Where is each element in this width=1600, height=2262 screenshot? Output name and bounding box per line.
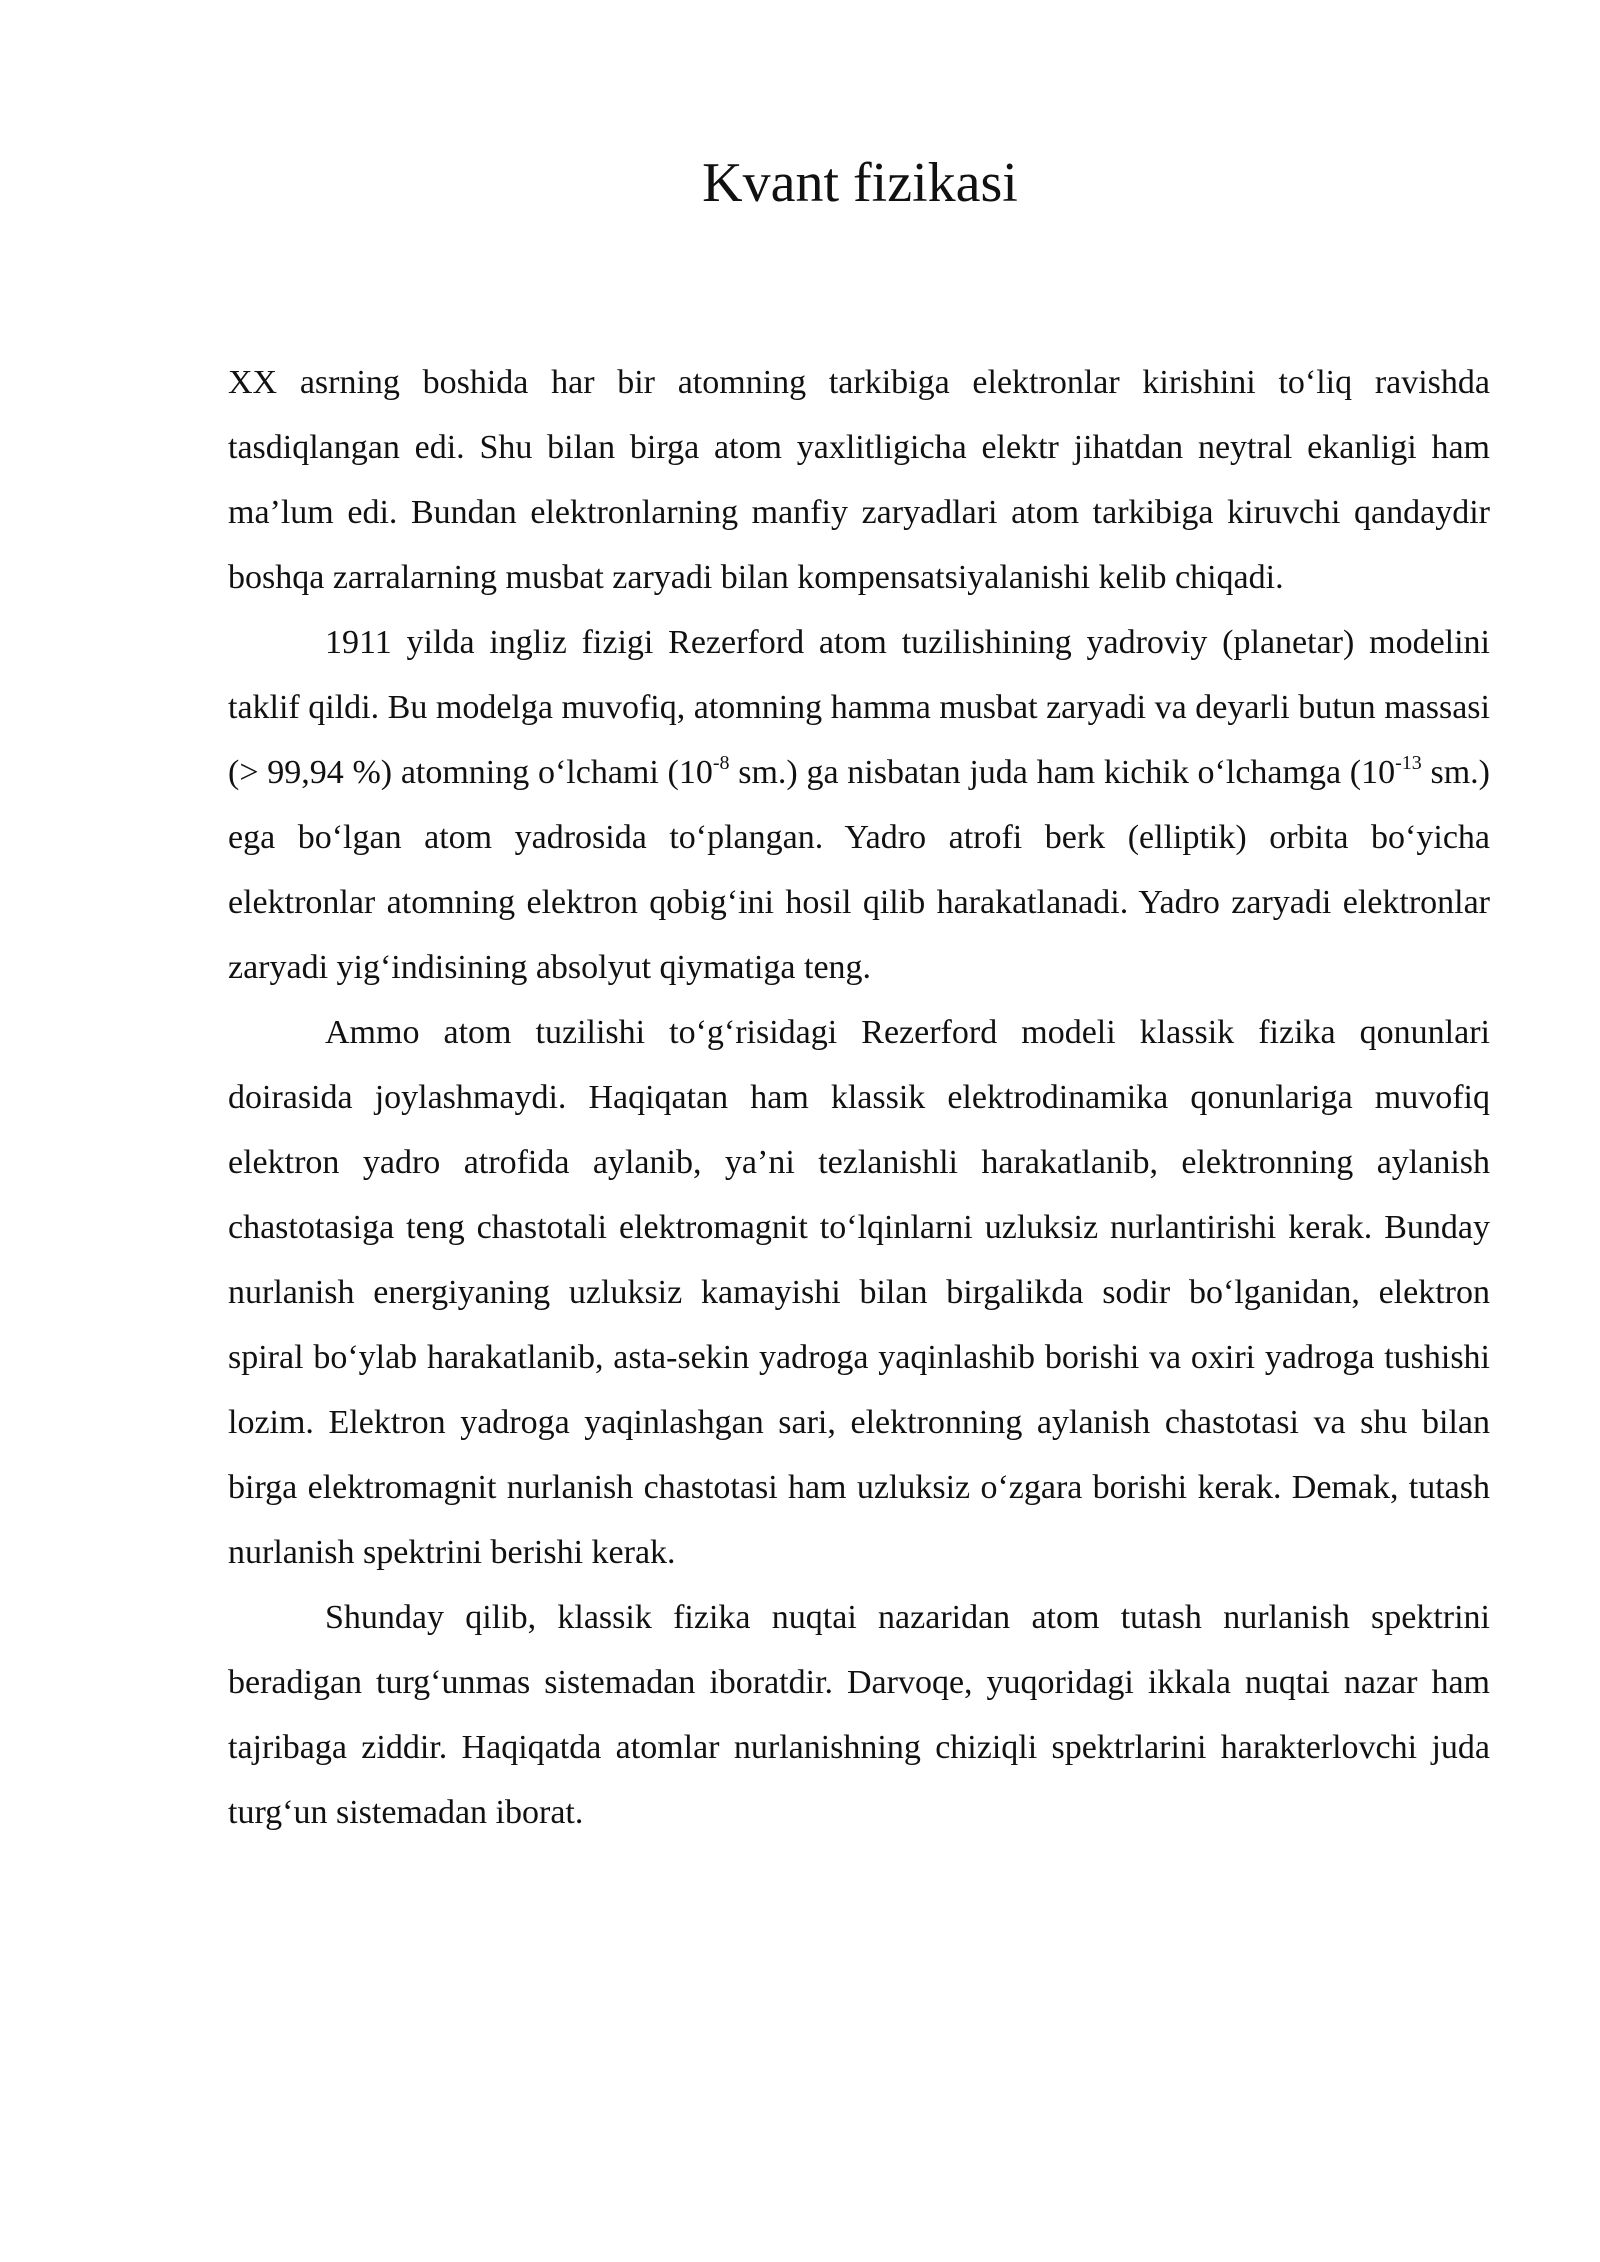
paragraph-text: Shunday qilib, klassik fizika nuqtai nazaridan atom tutash nurlanish spektrini beradigan turg‘unmas sistemadan iboratdir. Darvoqe, yuqoridagi ikkala nuqtai nazar ham tajribaga ziddir. Haqiqatda atomlar nurlanishning chiziqli spektrlarini harakterlovchi juda turg‘un sistemadan iborat.: [228, 1599, 1490, 1831]
paragraph-text: Ammo atom tuzilishi to‘g‘risidagi Rezerford modeli klassik fizika qonunlari doirasida joylashmaydi. Haqiqatan ham klassik elektrodinamika qonunlariga muvofiq elektron yadro atrofida aylanib, ya’ni tezlanishli harakatlanib, elektronning aylanish chastotasiga teng chastotali elektromagnit to‘lqinlarni uzluksiz nurlantirishi kerak. Bunday nurlanish energiyaning uzluksiz kamayishi bilan birgalikda sodir bo‘lganidan, elektron spiral bo‘ylab harakatlanib, asta-sekin yadroga yaqinlashib borishi va oxiri yadroga tushishi lozim. Elektron yadroga yaqinlashgan sari, elektronning aylanish chastotasi va shu bilan birga elektromagnit nurlanish chastotasi ham uzluksiz o‘zgara borishi kerak. Demak, tutash nurlanish spektrini berishi kerak.: [228, 1014, 1490, 1571]
paragraph: [228, 350, 1490, 610]
document-body: [228, 350, 1490, 1845]
paragraph: [228, 1585, 1490, 1845]
paragraph: [228, 610, 1490, 1000]
paragraph-text: sm.) ga nisbatan juda ham kichik o‘lchamga (10: [729, 754, 1396, 791]
superscript-exponent: -8: [712, 751, 730, 774]
paragraph: [228, 1000, 1490, 1585]
paragraph-text: sm.) ega bo‘lgan atom yadrosida to‘plangan. Yadro atrofi berk (elliptik) orbita bo‘yicha elektronlar atomning elektron qobig‘ini hosil qilib harakatlanadi. Yadro zaryadi elektronlar zaryadi yig‘indisining absolyut qiymatiga teng.: [228, 754, 1490, 986]
superscript-exponent: -13: [1395, 751, 1422, 774]
page-title: Kvant fizikasi: [702, 152, 1018, 214]
paragraph-text: 1911 yilda ingliz fizigi Rezerford atom tuzilishining yadroviy (planetar) modelini taklif qildi. Bu modelga muvofiq, atomning hamma musbat zaryadi va deyarli butun massasi (> 99,94 %) atomning o‘lchami (10: [228, 624, 1490, 791]
paragraph-text: XX asrning boshida har bir atomning tarkibiga elektronlar kirishini to‘liq ravishda tasdiqlangan edi. Shu bilan birga atom yaxlitligicha elektr jihatdan neytral ekanligi ham ma’lum edi. Bundan elektronlarning manfiy zaryadlari atom tarkibiga kiruvchi qandaydir boshqa zarralarning musbat zaryadi bilan kompensatsiyalanishi kelib chiqadi.: [228, 364, 1490, 596]
